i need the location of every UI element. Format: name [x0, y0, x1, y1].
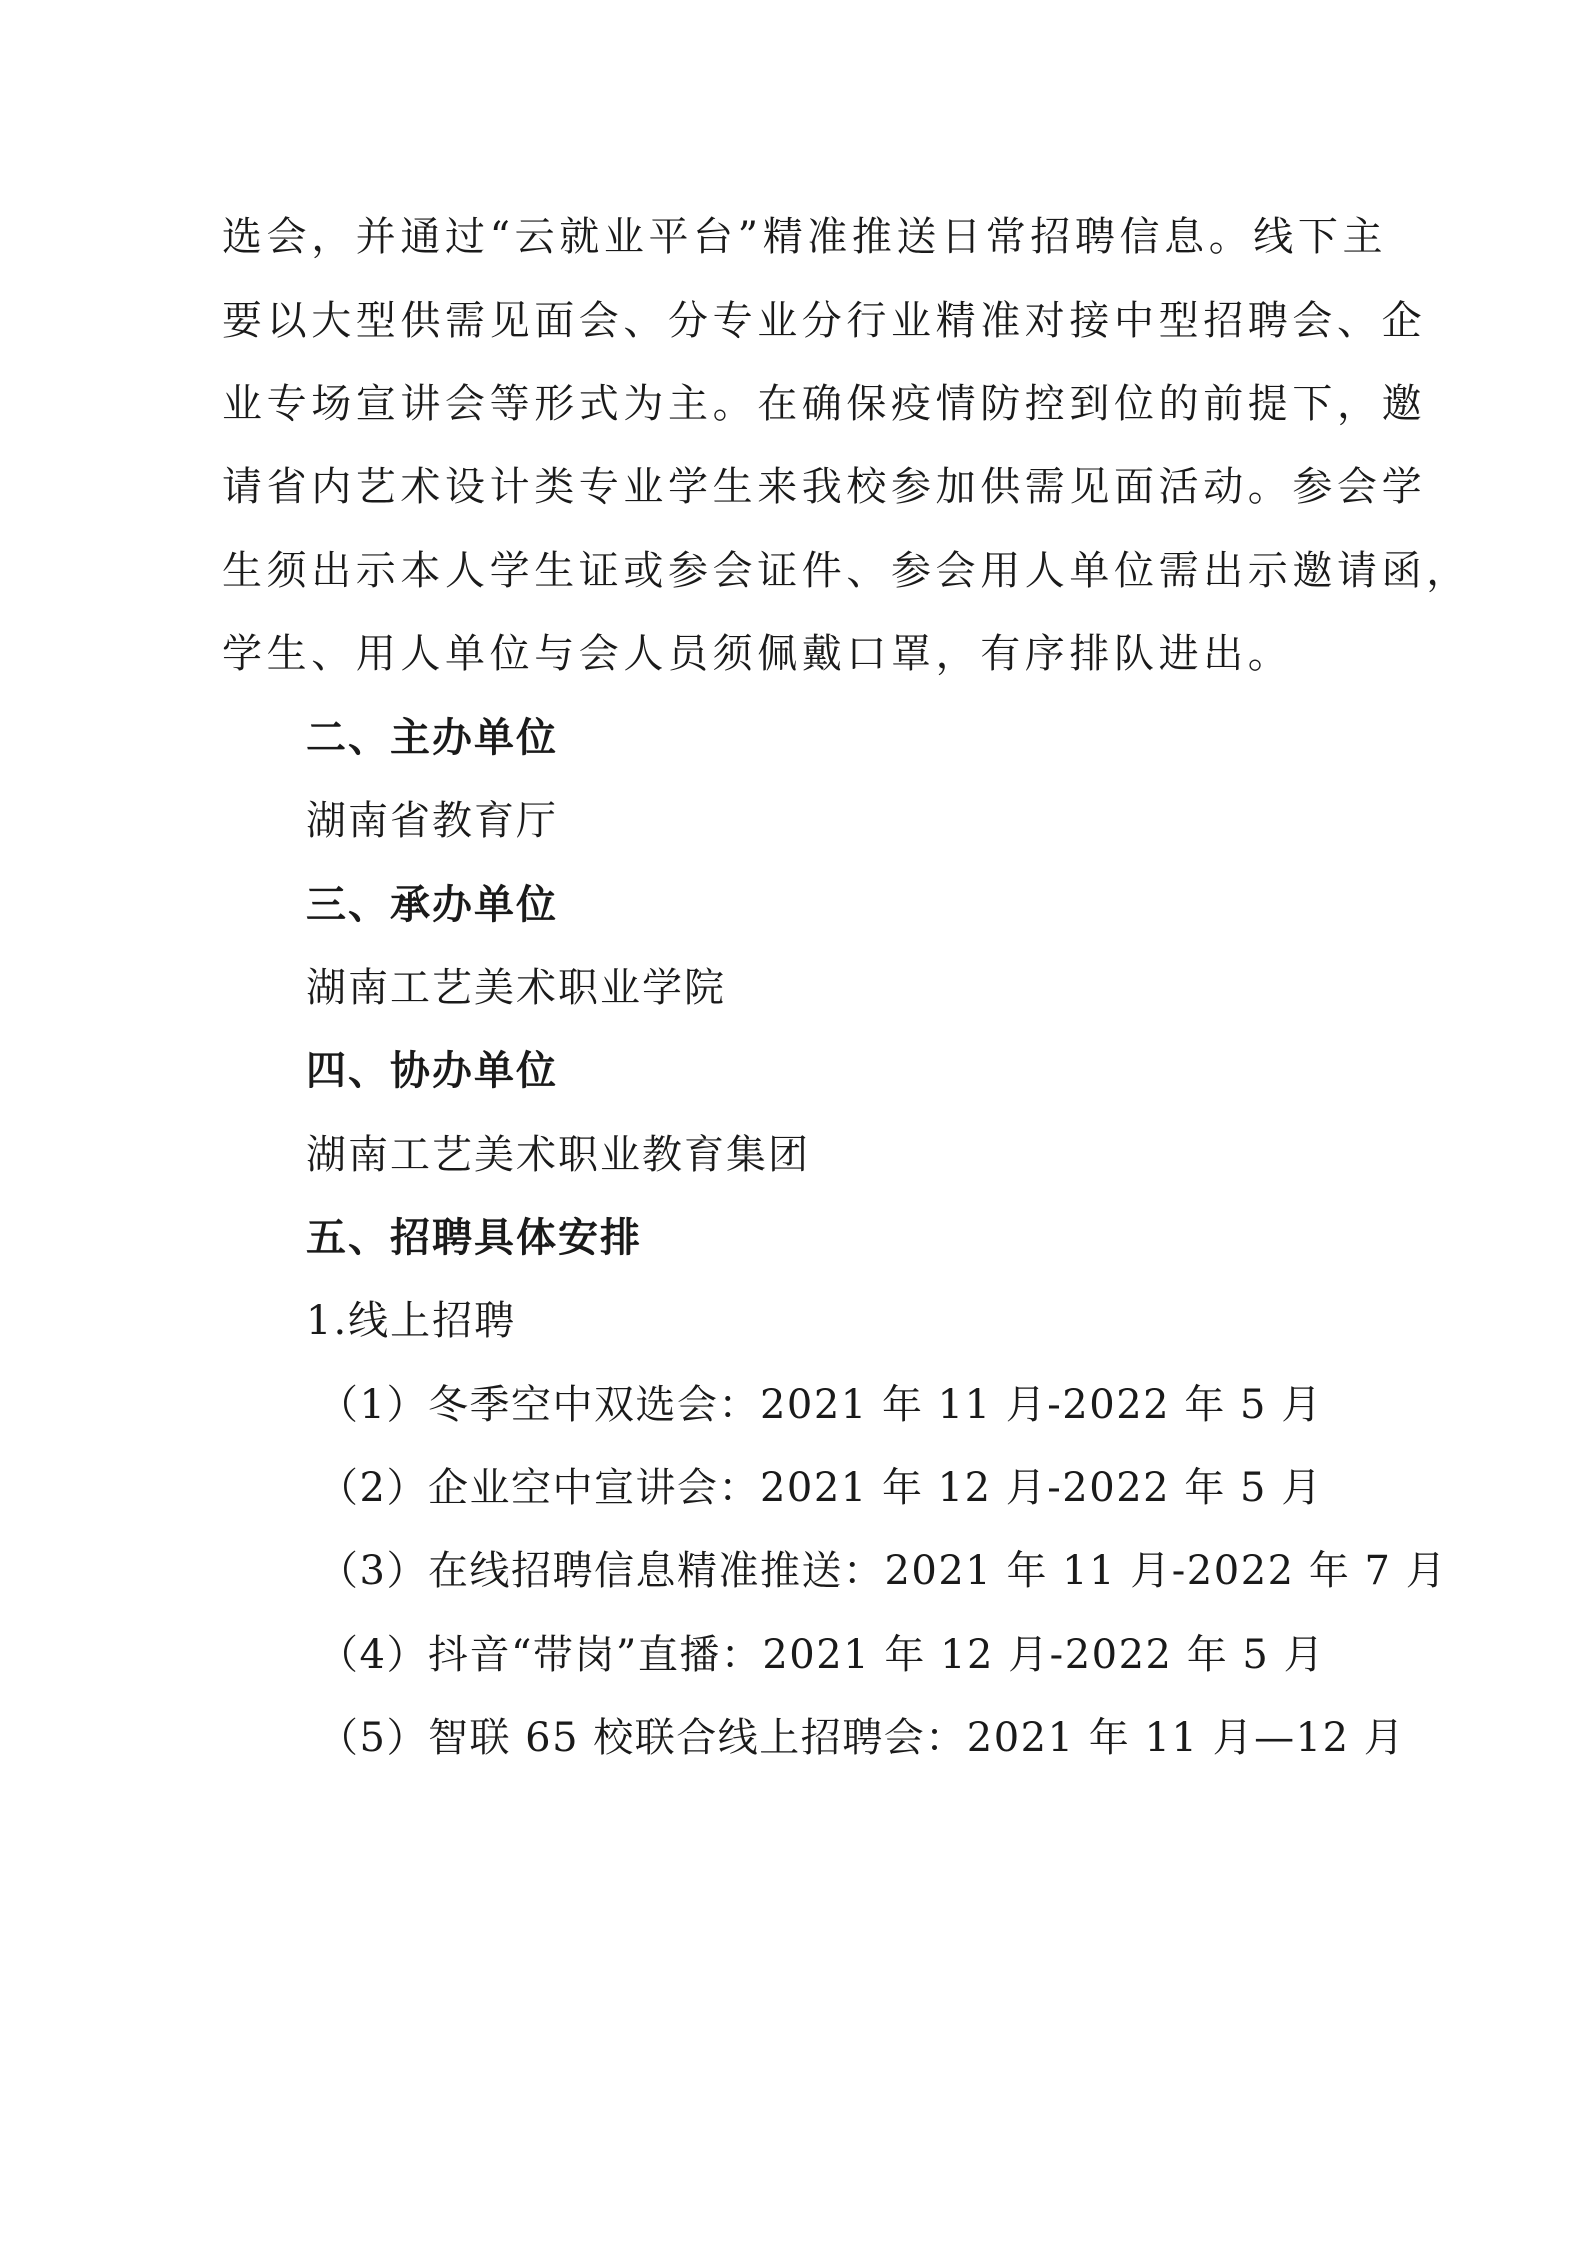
- section-heading-schedule: 五、招聘具体安排: [306, 1215, 642, 1261]
- section-heading-organizer: 三、承办单位: [306, 882, 558, 928]
- schedule-item: （2）企业空中宣讲会：2021 年 12 月-2022 年 5 月: [318, 1465, 1323, 1511]
- schedule-item: （4）抖音“带岗”直播：2021 年 12 月-2022 年 5 月: [318, 1632, 1326, 1678]
- host-organization: 湖南省教育厅: [306, 798, 558, 844]
- section-heading-co-organizer: 四、协办单位: [306, 1048, 558, 1094]
- schedule-item: （5）智联 65 校联合线上招聘会：2021 年 11 月—12 月: [318, 1715, 1406, 1761]
- schedule-item: （1）冬季空中双选会：2021 年 11 月-2022 年 5 月: [318, 1382, 1323, 1428]
- paragraph-line: 生须出示本人学生证或参会证件、参会用人单位需出示邀请函，: [222, 548, 1471, 594]
- paragraph-line: 业专场宣讲会等形式为主。在确保疫情防控到位的前提下，邀: [222, 381, 1427, 427]
- paragraph-line: 请省内艺术设计类专业学生来我校参加供需见面活动。参会学: [222, 464, 1427, 510]
- paragraph-line: 要以大型供需见面会、分专业分行业精准对接中型招聘会、企: [222, 298, 1427, 344]
- section-heading-host: 二、主办单位: [306, 715, 558, 761]
- co-organizer-organization: 湖南工艺美术职业教育集团: [306, 1132, 810, 1178]
- online-recruitment-title: 1.线上招聘: [306, 1298, 517, 1344]
- paragraph-line: 学生、用人单位与会人员须佩戴口罩，有序排队进出。: [222, 631, 1293, 677]
- paragraph-line: 选会，并通过“云就业平台”精准推送日常招聘信息。线下主: [222, 214, 1388, 260]
- schedule-item: （3）在线招聘信息精准推送：2021 年 11 月-2022 年 7 月: [318, 1548, 1448, 1594]
- organizer-organization: 湖南工艺美术职业学院: [306, 965, 726, 1011]
